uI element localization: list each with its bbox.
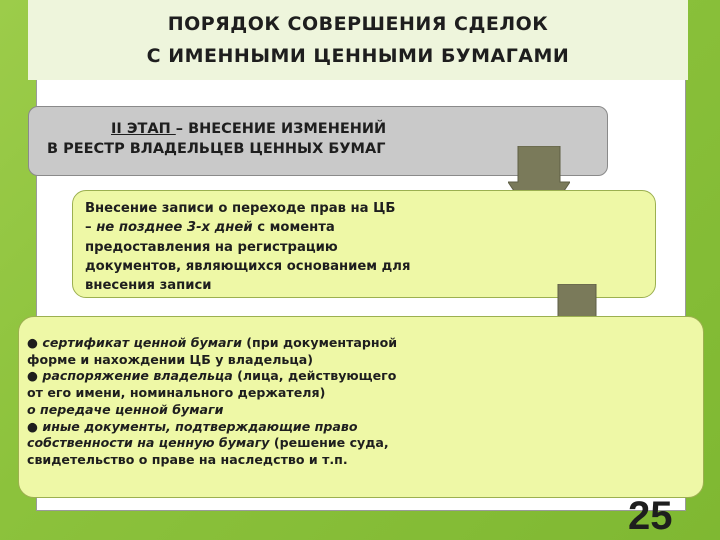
stage-label: II ЭТАП <box>111 121 176 137</box>
list-item: ● сертификат ценной бумаги (при документарной <box>27 335 398 350</box>
title-band <box>28 0 688 80</box>
box1-line1: Внесение записи о переходе прав на ЦБ <box>85 201 396 216</box>
stage-header-text <box>47 119 386 159</box>
stage-label-rest: – ВНЕСЕНИЕ ИЗМЕНЕНИЙ <box>175 121 387 137</box>
transfer-record-text <box>85 199 410 295</box>
list-item-cont: свидетельство о праве на наследство и т.п. <box>27 451 348 467</box>
list-item: ● иные документы, подтверждающие право <box>27 418 358 434</box>
slide-title-line2: С ИМЕННЫМИ ЦЕННЫМИ БУМАГАМИ <box>146 45 570 67</box>
stage-line2: В РЕЕСТР ВЛАДЕЛЬЦЕВ ЦЕННЫХ БУМАГ <box>47 141 386 157</box>
box1-line4: документов, являющихся основанием для <box>85 258 411 274</box>
list-item-cont: собственности на ценную бумагу (решение суда, <box>27 435 389 451</box>
documents-list <box>27 335 397 469</box>
box1-line5: внесения записи <box>85 278 212 294</box>
list-item-cont: форме и нахождении ЦБ у владельца) <box>27 351 313 367</box>
transfer-record-box <box>72 190 656 298</box>
slide-title-line1: ПОРЯДОК СОВЕРШЕНИЯ СДЕЛОК <box>167 13 549 35</box>
deadline-italic: не позднее 3-х дней <box>96 220 253 236</box>
list-item-cont: о передаче ценной бумаги <box>27 401 224 417</box>
list-item: ● распоряжение владельца (лица, действующего <box>27 368 397 384</box>
box1-line3: предоставления на регистрацию <box>85 239 338 255</box>
documents-box <box>18 316 704 498</box>
page-number: 25 <box>628 494 673 538</box>
box1-line2: – не позднее 3-х дней с момента <box>85 220 335 236</box>
list-item-cont: от его имени, номинального держателя) <box>27 385 326 401</box>
